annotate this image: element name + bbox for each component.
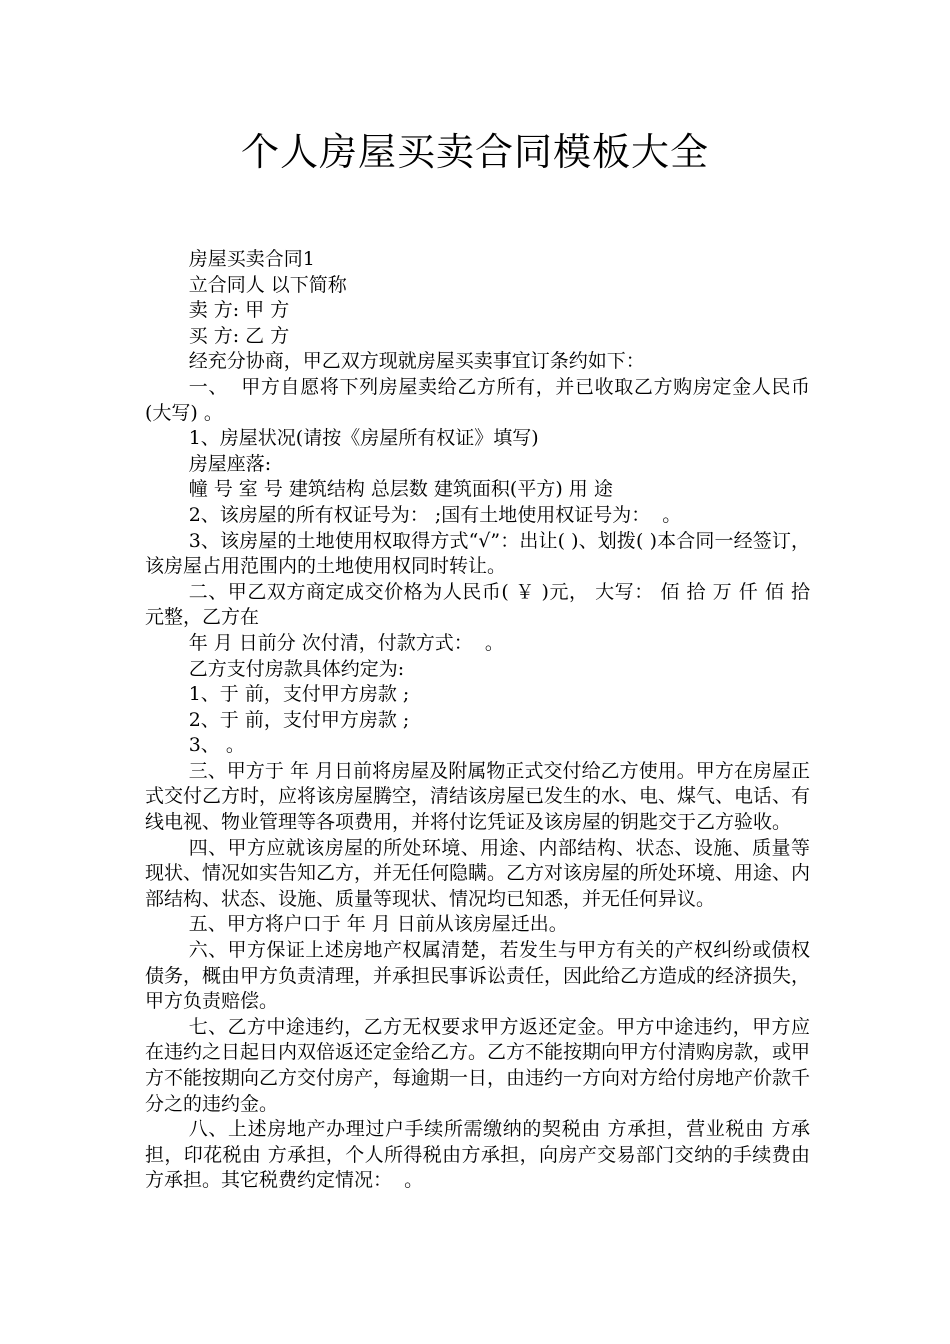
- paragraph-payment-3: 3、 。: [188, 734, 245, 757]
- paragraph-clause-7: 七、乙方中途违约，乙方无权要求甲方返还定金。甲方中途违约，甲方应在违约之日起日内双倍返还定金给乙方。乙方不能按期向甲方付清购房款，或甲方不能按期向乙方交付房产，每逾期一日，由违约一方向对方给付房地产价款千分之的违约金。: [145, 1015, 811, 1115]
- paragraph-clause-6: 六、甲方保证上述房地产权属清楚，若发生与甲方有关的产权纠纷或债权债务，概由甲方负责清理，并承担民事诉讼责任，因此给乙方造成的经济损失，甲方负责赔偿。: [145, 939, 811, 1013]
- paragraph-clause-8: 八、上述房地产办理过户手续所需缴纳的契税由 方承担，营业税由 方承担，印花税由 方承担，个人所得税由方承担，向房产交易部门交纳的手续费由方承担。其它税费约定情况： 。: [145, 1118, 810, 1192]
- paragraph-payment-1: 1、于 前，支付甲方房款 ;: [188, 683, 410, 706]
- paragraph-payment-terms: 乙方支付房款具体约定为:: [188, 657, 405, 680]
- paragraph-clause-3: 三、甲方于 年 月日前将房屋及附属物正式交付给乙方使用。甲方在房屋正式交付乙方时，应将该房屋腾空，清结该房屋已发生的水、电、煤气、电话、有线电视、物业管理等各项费用，并将付讫凭证及该房屋的钥匙交于乙方验收。: [145, 759, 811, 834]
- paragraph-land-use: 3、该房屋的土地使用权取得方式“√”：出让( )、划拨( )本合同一经签订，该房屋占用范围内的土地使用权同时转让。: [145, 529, 810, 578]
- paragraph-parties: 立合同人 以下简称: [188, 273, 347, 296]
- document-body: [145, 247, 817, 1194]
- paragraph-clause-5: 五、甲方将户口于 年 月 日前从该房屋迁出。: [188, 913, 568, 936]
- paragraph-house-location: 房屋座落:: [188, 452, 272, 475]
- paragraph-buyer: 买 方: 乙 方: [188, 324, 290, 347]
- paragraph-clause-2-price: 二、甲乙双方商定成交价格为人民币( ￥ )元， 大写： 佰 拾 万 仟 佰 拾 元整，乙方在: [145, 580, 817, 629]
- paragraph-payment-method: 年 月 日前分 次付清，付款方式： 。: [188, 631, 504, 654]
- paragraph-house-fields: 幢 号 室 号 建筑结构 总层数 建筑面积(平方) 用 途: [188, 478, 613, 501]
- paragraph-house-status: 1、房屋状况(请按《房屋所有权证》填写): [188, 427, 539, 450]
- paragraph-contract-heading: 房屋买卖合同1: [188, 248, 315, 270]
- paragraph-seller: 卖 方: 甲 方: [188, 299, 290, 322]
- paragraph-certificate-numbers: 2、该房屋的所有权证号为： ;国有土地使用权证号为： 。: [188, 503, 682, 526]
- paragraph-clause-1: 一、 甲方自愿将下列房屋卖给乙方所有，并已收取乙方购房定金人民币(大写) 。: [145, 375, 810, 424]
- paragraph-clause-4: 四、甲方应就该房屋的所处环境、用途、内部结构、状态、设施、质量等现状、情况如实告知乙方，并无任何隐瞒。乙方对该房屋的所处环境、用途、内部结构、状态、设施、质量等现状、情况均已知悉，并无任何异议。: [145, 836, 811, 910]
- paragraph-intro: 经充分协商，甲乙双方现就房屋买卖事宜订条约如下：: [188, 350, 645, 373]
- paragraph-payment-2: 2、于 前，支付甲方房款 ;: [188, 708, 410, 731]
- document-title: 个人房屋买卖合同模板大全: [240, 130, 709, 174]
